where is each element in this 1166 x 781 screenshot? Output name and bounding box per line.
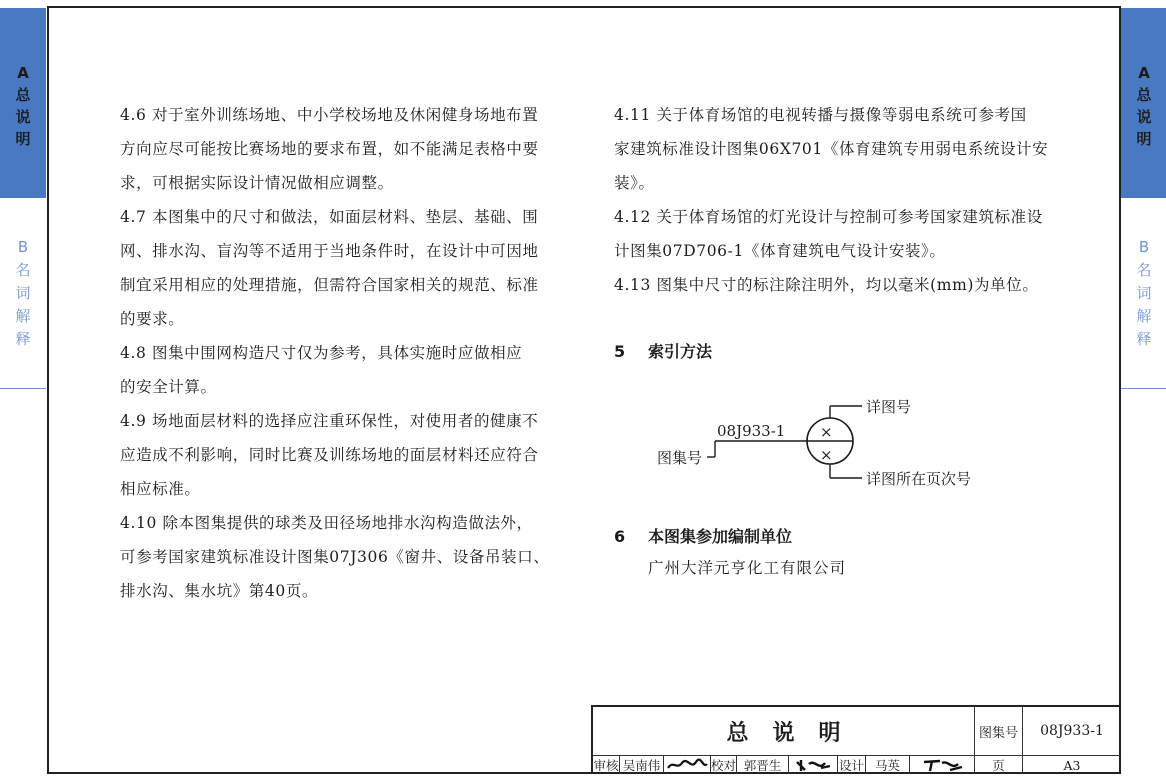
page-value: A3: [1063, 757, 1081, 773]
tab-a-char: A: [17, 64, 29, 82]
text-line: 制宜采用相应的处理措施，但需符合国家相关的规范、标准: [120, 276, 539, 294]
company-name: 广州大洋元亨化工有限公司: [648, 559, 847, 577]
tab-a-general-notes[interactable]: [1121, 8, 1166, 198]
signature-mark: [665, 758, 709, 772]
text-line: 相应标准。: [120, 480, 201, 498]
text-line: 网、排水沟、盲沟等不适用于当地条件时，在设计中可因地: [120, 242, 539, 260]
tab-b-char: 解: [1136, 307, 1152, 325]
tab-a-general-notes[interactable]: [0, 8, 46, 198]
reviewer-signature: [664, 756, 711, 774]
tab-b-char: 名: [1136, 261, 1152, 279]
text-line: 4.6 对于室外训练场地、中小学校场地及休闲健身场地布置: [120, 106, 539, 124]
signature-mark: [920, 758, 964, 772]
tab-b-char: 词: [15, 284, 31, 302]
tab-a-char: 明: [15, 130, 31, 148]
tab-b-char: B: [17, 238, 29, 256]
text-line: 4.12 关于体育场馆的灯光设计与控制可参考国家建筑标准设: [614, 208, 1043, 226]
checker-name: 郭晋生: [737, 756, 789, 774]
text-line: 应造成不利影响，同时比赛及训练场地的面层材料还应符合: [120, 446, 539, 464]
left-column: [120, 98, 570, 608]
set-code-label: 08J933-1: [717, 422, 786, 440]
tab-b-char: B: [1138, 238, 1150, 256]
tab-b-char: 词: [1136, 284, 1152, 302]
signature-mark: [793, 758, 833, 772]
text-line: 4.10 除本图集提供的球类及田径场地排水沟构造做法外，: [120, 514, 533, 532]
reviewer-name: 吴南伟: [620, 756, 664, 774]
tab-a-char: 总: [15, 86, 31, 104]
section-title: 索引方法: [648, 342, 713, 361]
designer-signature: [910, 756, 975, 774]
section-6-heading: [614, 524, 792, 547]
tab-b-char: 释: [15, 330, 31, 348]
text-line: 家建筑标准设计图集06X701《体育建筑专用弱电系统设计安: [614, 140, 1049, 158]
page-label: 页: [975, 756, 1023, 774]
detail-number-label: 详图号: [866, 398, 912, 416]
checker-signature: [789, 756, 838, 774]
text-line: 可参考国家建筑标准设计图集07J306《窗井、设备吊装口、: [120, 548, 550, 566]
tab-b-glossary[interactable]: [1121, 198, 1166, 389]
section-5-heading: [614, 339, 712, 362]
designer-name: 马英: [866, 756, 910, 774]
tab-a-char: 明: [1136, 130, 1152, 148]
text-line: 4.9 场地面层材料的选择应注重环保性，对使用者的健康不: [120, 412, 539, 430]
text-line: 计图集07D706-1《体育建筑电气设计安装》。: [614, 242, 946, 260]
drawing-title: 总说明: [593, 707, 975, 755]
set-number-label: 图集号: [657, 449, 703, 467]
tab-b-char: 解: [15, 307, 31, 325]
text-line: 4.11 关于体育场馆的电视转播与摄像等弱电系统可参考国: [614, 106, 1027, 124]
text-line: 4.7 本图集中的尺寸和做法，如面层材料、垫层、基础、围: [120, 208, 539, 226]
set-no-value: 08J933-1: [1040, 723, 1104, 739]
detail-number-symbol: ×: [820, 423, 833, 441]
text-line: 方向应尽可能按比赛场地的要求布置，如不能满足表格中要: [120, 140, 539, 158]
tab-b-char: 名: [15, 261, 31, 279]
text-line: 求，可根据实际设计情况做相应调整。: [120, 174, 394, 192]
review-label: 审核: [593, 758, 619, 773]
text-line: 的安全计算。: [120, 378, 217, 396]
tab-b-glossary[interactable]: [0, 198, 46, 389]
section-number: 6: [614, 527, 626, 546]
sign-row: [593, 756, 1121, 774]
right-column: [614, 98, 1060, 302]
text-line: 的要求。: [120, 310, 185, 328]
section-number: 5: [614, 342, 626, 361]
set-no-label: 图集号: [975, 707, 1023, 755]
page-number-symbol: ×: [820, 446, 833, 464]
tab-a-char: 总: [1136, 86, 1152, 104]
section-title: 本图集参加编制单位: [648, 527, 793, 546]
tab-a-char: 说: [15, 108, 31, 126]
text-line: 装》。: [614, 174, 655, 192]
tab-a-char: A: [1138, 64, 1150, 82]
index-method-diagram: [640, 388, 1020, 498]
text-line: 排水沟、集水坑》第40页。: [120, 582, 319, 600]
title-block: [591, 705, 1121, 774]
check-label: 校对: [711, 758, 737, 773]
design-label: 设计: [838, 758, 864, 773]
text-line: 4.13 图集中尺寸的标注除注明外，均以毫米(mm)为单位。: [614, 276, 1039, 294]
tab-a-char: 说: [1136, 108, 1152, 126]
detail-page-label: 详图所在页次号: [866, 470, 972, 488]
text-line: 4.8 图集中围网构造尺寸仅为参考，具体实施时应做相应: [120, 344, 523, 362]
tab-b-char: 释: [1136, 330, 1152, 348]
